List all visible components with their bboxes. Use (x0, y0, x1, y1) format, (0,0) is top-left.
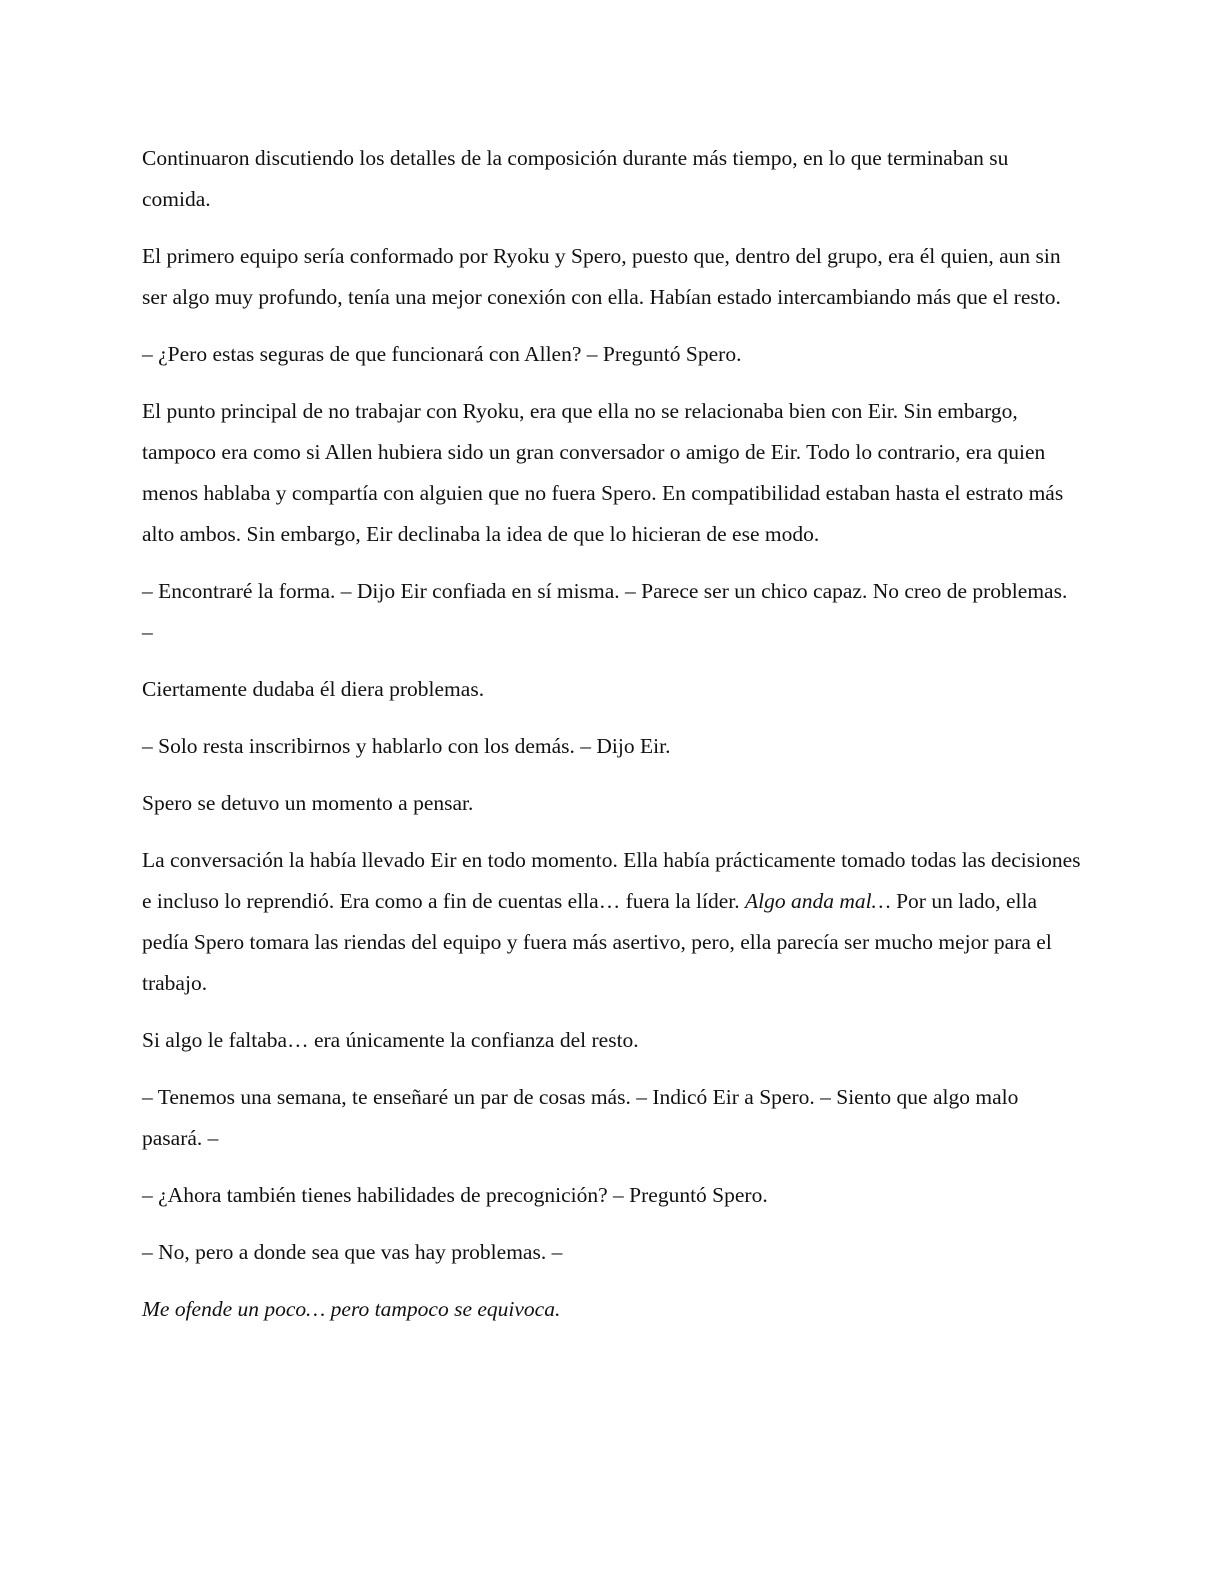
paragraph-1: Continuaron discutiendo los detalles de la composición durante más tiempo, en lo que terminaban su comida. (142, 146, 1009, 211)
paragraph-14-italic: Me ofende un poco… pero tampoco se equivoca. (142, 1297, 561, 1321)
paragraph-8: Spero se detuvo un momento a pensar. (142, 791, 474, 815)
paragraph-11-dialogue: – Tenemos una semana, te enseñaré un par de cosas más. – Indicó Eir a Spero. – Siento que algo malo pasará. – (142, 1085, 1019, 1150)
paragraph-13-dialogue: – No, pero a donde sea que vas hay problemas. – (142, 1240, 563, 1264)
paragraph-9 (142, 840, 1082, 1004)
paragraph-6: Ciertamente dudaba él diera problemas. (142, 677, 485, 701)
paragraph-14-thought (142, 1289, 1082, 1330)
paragraph-7-dialogue: – Solo resta inscribirnos y hablarlo con los demás. – Dijo Eir. (142, 734, 671, 758)
paragraph-12-dialogue: – ¿Ahora también tienes habilidades de precognición? – Preguntó Spero. (142, 1183, 768, 1207)
document-page (142, 138, 1082, 1346)
paragraph-2: El primero equipo sería conformado por Ryoku y Spero, puesto que, dentro del grupo, era él quien, aun sin ser algo muy profundo, tenía una mejor conexión con ella. Habían estado intercambiando más que el resto. (142, 244, 1061, 309)
paragraph-5-dialogue: – Encontraré la forma. – Dijo Eir confiada en sí misma. – Parece ser un chico capaz. No creo de problemas. – (142, 579, 1068, 644)
paragraph-10: Si algo le faltaba… era únicamente la confianza del resto. (142, 1028, 639, 1052)
paragraph-3-dialogue: – ¿Pero estas seguras de que funcionará con Allen? – Preguntó Spero. (142, 342, 742, 366)
paragraph-9-text-before: La conversación la había llevado Eir en todo momento. Ella había prácticamente tomado todas las decisiones e incluso lo reprendió. Era como a fin de cuentas ella… fuera la líder. (142, 848, 1081, 913)
paragraph-9-italic: Algo anda mal… (744, 889, 891, 913)
paragraph-4: El punto principal de no trabajar con Ryoku, era que ella no se relacionaba bien con Eir. Sin embargo, tampoco era como si Allen hubiera sido un gran conversador o amigo de Eir. Todo lo contrario, era quien menos hablaba y compartía con alguien que no fuera Spero. En compatibilidad estaban hasta el estrato más alto ambos. Sin embargo, Eir declinaba la idea de que lo hicieran de ese modo. (142, 399, 1064, 546)
paragraph-9-text-after: Por un lado, ella pedía Spero tomara las riendas del equipo y fuera más asertivo, pero, ella parecía ser mucho mejor para el trabajo. (142, 889, 1052, 995)
